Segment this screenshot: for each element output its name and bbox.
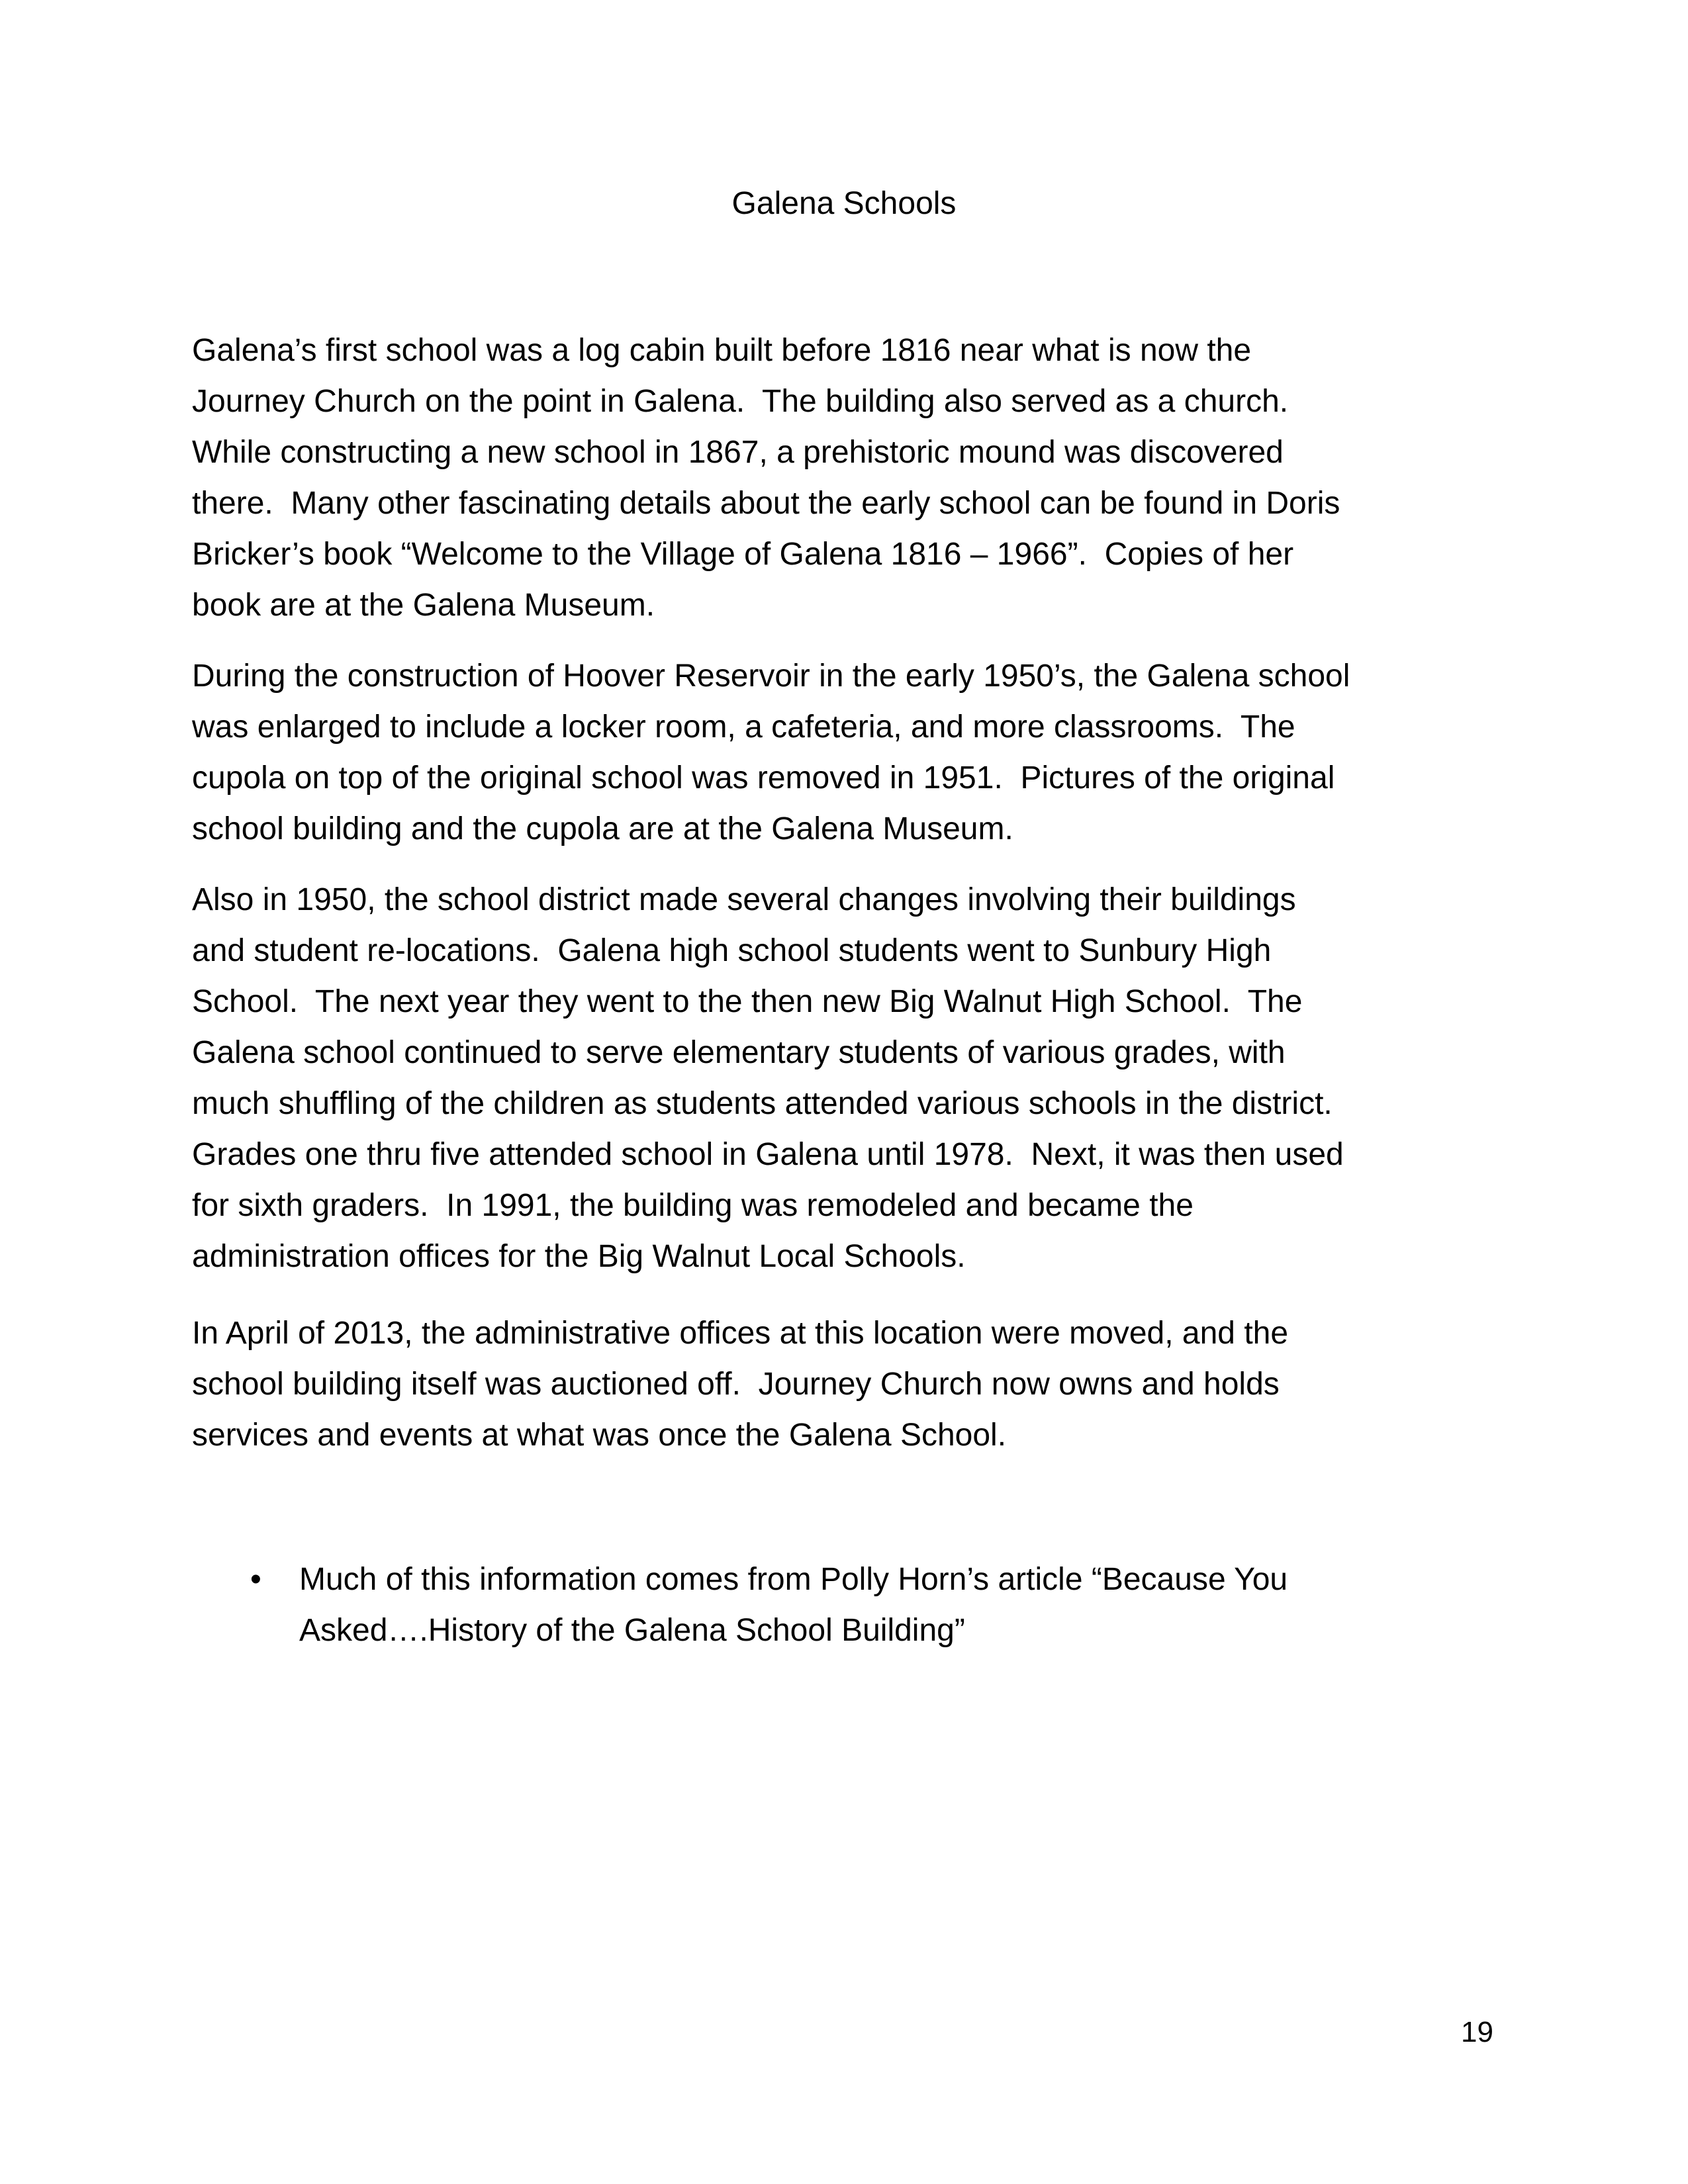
text-line: and student re-locations. Galena high school students went to Sunbury High xyxy=(192,933,1272,968)
text-line: During the construction of Hoover Reservoir in the early 1950’s, the Galena school xyxy=(192,659,1350,694)
text-line: there. Many other fascinating details about the early school can be found in Doris xyxy=(192,486,1340,521)
text-line: School. The next year they went to the then new Big Walnut High School. The xyxy=(192,984,1303,1019)
bullet-text xyxy=(299,1554,1288,1656)
text-line: Galena school continued to serve elementary students of various grades, with xyxy=(192,1035,1286,1070)
text-line: much shuffling of the children as students attended various schools in the district. xyxy=(192,1086,1333,1121)
text-line: cupola on top of the original school was removed in 1951. Pictures of the original xyxy=(192,760,1335,796)
paragraph xyxy=(192,1308,1489,1461)
page-number: 19 xyxy=(1461,2016,1493,2048)
text-line: was enlarged to include a locker room, a cafeteria, and more classrooms. The xyxy=(192,709,1295,745)
paragraph xyxy=(192,651,1489,854)
text-line: While constructing a new school in 1867, a prehistoric mound was discovered xyxy=(192,435,1284,470)
text-line: Journey Church on the point in Galena. The building also served as a church. xyxy=(192,384,1289,419)
bullet-item xyxy=(192,1554,1489,1656)
text-line: In April of 2013, the administrative offices at this location were moved, and the xyxy=(192,1316,1289,1351)
text-line: Much of this information comes from Polly Horn’s article “Because You xyxy=(299,1562,1288,1597)
bullet-marker: • xyxy=(250,1562,261,1597)
text-line: Asked….History of the Galena School Building” xyxy=(299,1613,965,1648)
text-line: Grades one thru five attended school in Galena until 1978. Next, it was then used xyxy=(192,1137,1344,1172)
text-line: services and events at what was once the Galena School. xyxy=(192,1418,1007,1453)
text-line: book are at the Galena Museum. xyxy=(192,588,655,623)
text-line: school building and the cupola are at the Galena Museum. xyxy=(192,811,1013,846)
page-title: Galena Schools xyxy=(731,186,957,221)
text-line: school building itself was auctioned off. Journey Church now owns and holds xyxy=(192,1367,1280,1402)
text-line: administration offices for the Big Walnut Local Schools. xyxy=(192,1239,966,1274)
paragraph xyxy=(192,874,1489,1282)
text-line: Also in 1950, the school district made several changes involving their buildings xyxy=(192,882,1296,917)
document-body xyxy=(192,325,1489,1656)
text-line: for sixth graders. In 1991, the building was remodeled and became the xyxy=(192,1188,1194,1223)
paragraph xyxy=(192,325,1489,631)
text-line: Galena’s first school was a log cabin built before 1816 near what is now the xyxy=(192,333,1252,368)
text-line: Bricker’s book “Welcome to the Village of Galena 1816 – 1966”. Copies of her xyxy=(192,537,1294,572)
